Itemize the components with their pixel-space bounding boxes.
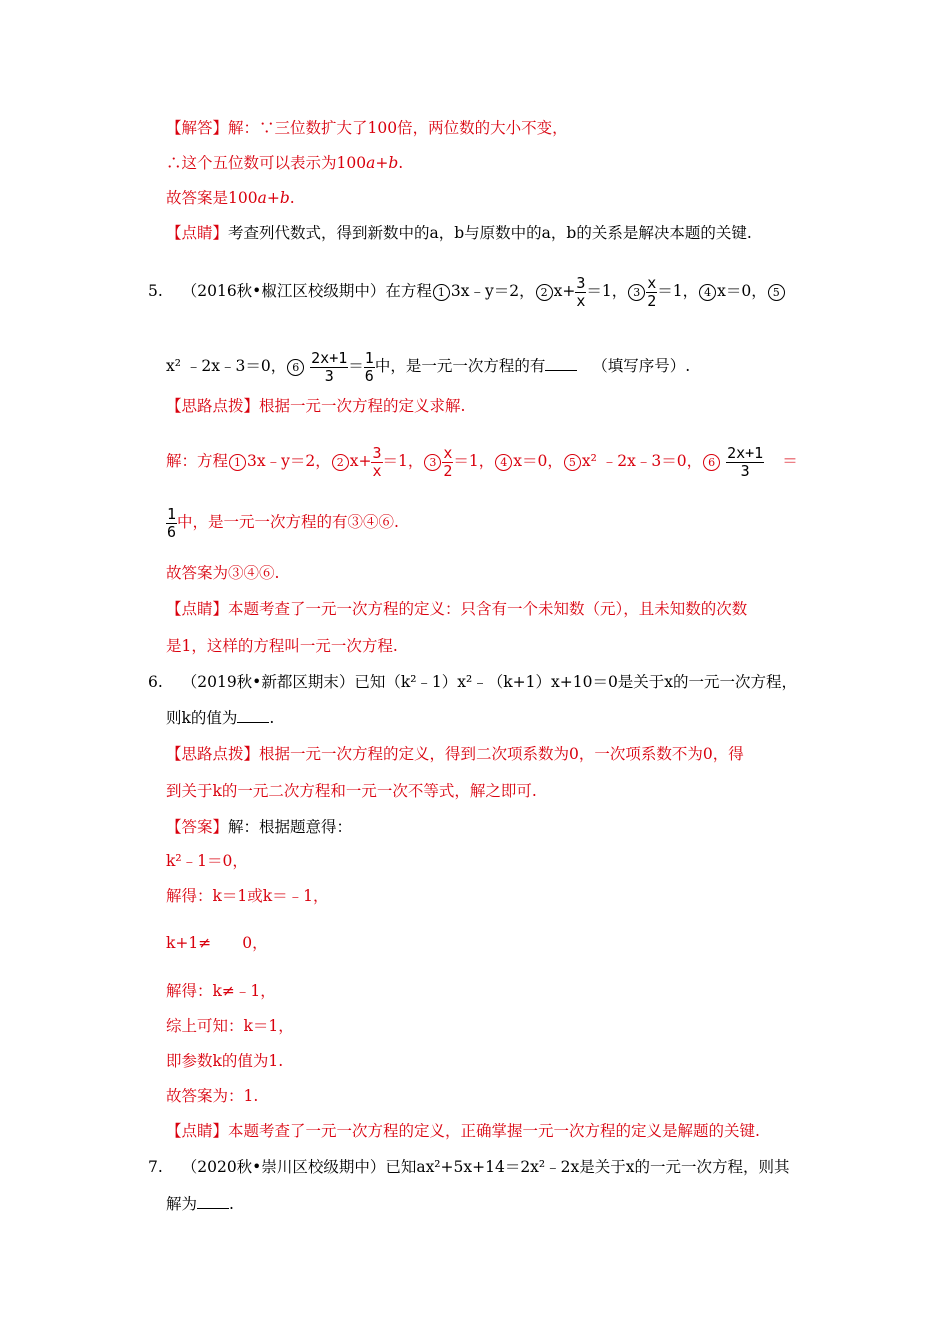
circle-number: 2 xyxy=(332,454,349,471)
circle-number: 5 xyxy=(768,284,785,301)
question-source: （2016秋•椒江区校级期中） xyxy=(181,282,386,300)
q5-stem-line-1 xyxy=(148,272,786,310)
q5-eq1: 3x﹣y＝2， xyxy=(450,282,535,300)
q5-eq6-num2: 1 xyxy=(364,348,374,367)
q6-hint-1: 根据一元一次方程的定义，得到二次项系数为0，一次项系数不为0，得 xyxy=(259,745,744,763)
circle-number: 3 xyxy=(628,284,645,301)
q5-eq2-pre: x+ xyxy=(553,282,576,300)
q4-answer-line-2 xyxy=(166,153,403,173)
q5-eq2-num: 3 xyxy=(576,273,586,292)
hint-tag: 【思路点拨】 xyxy=(166,397,260,415)
fraction xyxy=(364,350,375,385)
q5-eq6-den2: 6 xyxy=(364,366,374,385)
q5-comment-2-text: 是1，这样的方程叫一元一次方程. xyxy=(166,637,398,655)
q6-ans-4: k+1≠ 0， xyxy=(166,934,268,952)
q5-sol-eq3-num: x xyxy=(443,443,453,462)
q5-eq6-num: 2x+1 xyxy=(311,348,348,367)
q5-eq6-equals: ＝ xyxy=(348,357,364,375)
q7-stem-2-post: . xyxy=(229,1195,234,1213)
comment-tag: 【点睛】 xyxy=(166,224,229,242)
q6-stem-2-post: . xyxy=(269,709,275,727)
fraction xyxy=(575,275,586,310)
q6-ans-8: 故答案为：1. xyxy=(166,1087,259,1105)
q6-ans-line-2 xyxy=(166,851,248,871)
q7-stem-1: 已知ax²+5x+14＝2x²﹣2x是关于x的一元一次方程，则其 xyxy=(385,1158,790,1176)
fraction xyxy=(166,506,177,541)
q6-ans-1: 解：根据题意得： xyxy=(228,818,353,836)
circle-number: 4 xyxy=(495,454,512,471)
q5-sol-pre: 解：方程 xyxy=(166,452,229,470)
circle-number: 5 xyxy=(564,454,581,471)
circle-number: 2 xyxy=(536,284,553,301)
q5-eq3-num: x xyxy=(647,273,657,292)
q4-final-text: 故答案是100 xyxy=(166,189,258,207)
q4-line2-text: ∴这个五位数可以表示为100 xyxy=(166,154,367,172)
q6-ans-3: 解得：k＝1或k＝﹣1， xyxy=(166,887,329,905)
q5-sol-eq6-num2: 1 xyxy=(167,504,177,523)
q7-stem-line-1 xyxy=(148,1157,790,1177)
q5-eq2-post: ＝1， xyxy=(586,282,628,300)
fraction xyxy=(310,350,348,385)
q5-sol-eq2-den: x xyxy=(372,461,382,480)
q5-sol-end: 中，是一元一次方程的有③④⑥. xyxy=(177,513,399,531)
circle-number: 3 xyxy=(424,454,441,471)
q6-stem-line-1 xyxy=(148,672,797,692)
answer-blank[interactable] xyxy=(545,356,577,371)
fraction xyxy=(726,445,764,480)
q5-solution-line-1 xyxy=(166,442,798,480)
question-number: 6. xyxy=(148,673,163,691)
q4-comment xyxy=(166,223,752,243)
q5-comment-2 xyxy=(166,636,398,656)
q4-final-end: . xyxy=(289,189,295,207)
answer-tag: 【答案】 xyxy=(166,818,229,836)
q6-stem-line-2 xyxy=(166,708,274,728)
question-number: 7. xyxy=(148,1158,163,1176)
q5-hint-text: 根据一元一次方程的定义求解. xyxy=(259,397,466,415)
q6-comment xyxy=(166,1121,760,1141)
q5-stem-b: 中，是一元一次方程的有 xyxy=(374,357,546,375)
q6-answer xyxy=(166,817,352,837)
question-number: 5. xyxy=(148,282,163,300)
circle-number: 6 xyxy=(287,359,304,376)
q5-solution-line-2 xyxy=(166,502,399,542)
q4-line2-var: a+b xyxy=(366,154,399,172)
q6-ans-7: 即参数k的值为1. xyxy=(166,1052,284,1070)
q5-comment-1: 本题考查了一元一次方程的定义：只含有一个未知数（元），且未知数的次数 xyxy=(228,600,748,618)
q4-line2-end: . xyxy=(398,154,404,172)
q5-eq5: x² ﹣2x﹣3＝0， xyxy=(166,357,287,375)
q6-ans-line-5 xyxy=(166,981,276,1001)
q7-stem-line-2 xyxy=(166,1194,234,1214)
q5-eq3-den: 2 xyxy=(647,291,657,310)
q5-comment xyxy=(166,599,747,619)
hint-tag: 【思路点拨】 xyxy=(166,745,260,763)
q5-sol-eq6-num: 2x+1 xyxy=(727,443,764,462)
fraction xyxy=(371,445,382,480)
q5-sol-eq5: x² ﹣2x﹣3＝0， xyxy=(581,452,703,470)
q5-sol-eq6-den2: 6 xyxy=(167,522,177,541)
q5-sol-eq6-equals: ＝ xyxy=(782,452,798,470)
q6-stem-1: 已知（k²﹣1）x²﹣（k+1）x+10＝0是关于x的一元一次方程， xyxy=(354,673,798,691)
q4-final xyxy=(166,188,295,208)
q6-hint xyxy=(166,744,744,764)
q5-sol-eq3-post: ＝1， xyxy=(453,452,495,470)
comment-tag: 【点睛】 xyxy=(166,1122,229,1140)
q5-eq6-den: 3 xyxy=(310,367,348,385)
q5-stem-line-2 xyxy=(166,346,690,386)
q5-sol-eq2-post: ＝1， xyxy=(382,452,424,470)
q5-stem-text: 在方程 xyxy=(385,282,432,300)
q6-ans-2: k²﹣1＝0， xyxy=(166,852,248,870)
q4-final-var: a+b xyxy=(257,189,290,207)
q4-answer-line xyxy=(166,118,568,138)
answer-tag: 【解答】 xyxy=(166,119,229,137)
q5-sol-eq4: x＝0， xyxy=(513,452,563,470)
q6-ans-5: 解得：k≠﹣1， xyxy=(166,982,276,1000)
q5-sol-eq2-num: 3 xyxy=(372,443,382,462)
circle-number: 4 xyxy=(699,284,716,301)
circle-number: 6 xyxy=(703,454,720,471)
q5-sol-eq1: 3x﹣y＝2， xyxy=(247,452,331,470)
circle-number: 1 xyxy=(229,454,246,471)
fraction xyxy=(442,445,453,480)
q6-comment-text: 本题考查了一元一次方程的定义，正确掌握一元一次方程的定义是解题的关键. xyxy=(228,1122,760,1140)
question-source: （2019秋•新都区期末） xyxy=(181,673,355,691)
q6-hint-2-text: 到关于k的一元二次方程和一元一次不等式，解之即可. xyxy=(166,782,537,800)
q5-final xyxy=(166,563,279,583)
circle-number: 1 xyxy=(433,284,450,301)
q6-ans-line-8 xyxy=(166,1086,258,1106)
answer-blank[interactable] xyxy=(197,1194,229,1209)
comment-tag: 【点睛】 xyxy=(166,600,229,618)
q6-stem-2-pre: 则k的值为 xyxy=(166,709,238,727)
q5-final-text: 故答案为③④⑥. xyxy=(166,564,280,582)
q5-sol-eq3-den: 2 xyxy=(443,461,453,480)
question-source: （2020秋•崇川区校级期中） xyxy=(181,1158,386,1176)
q5-sol-eq2-pre: x+ xyxy=(349,452,372,470)
q5-hint xyxy=(166,396,465,416)
q4-answer-text: 解：∵三位数扩大了100倍，两位数的大小不变， xyxy=(228,119,568,137)
q5-sol-eq6-den: 3 xyxy=(726,462,764,480)
q4-comment-text: 考查列代数式，得到新数中的a，b与原数中的a，b的关系是解决本题的关键. xyxy=(228,224,752,242)
q6-ans-line-7 xyxy=(166,1051,283,1071)
q6-ans-line-4 xyxy=(166,933,268,953)
q6-ans-line-6 xyxy=(166,1016,294,1036)
q5-eq2-den: x xyxy=(576,291,586,310)
q6-ans-6: 综上可知：k＝1， xyxy=(166,1017,294,1035)
fraction xyxy=(646,275,657,310)
q6-hint-2 xyxy=(166,781,537,801)
q7-stem-2-pre: 解为 xyxy=(166,1195,198,1213)
q5-eq4: x＝0， xyxy=(717,282,767,300)
q6-ans-line-3 xyxy=(166,886,329,906)
answer-blank[interactable] xyxy=(237,708,269,723)
q5-eq3-post: ＝1， xyxy=(657,282,699,300)
q5-stem-c: （填写序号）. xyxy=(592,357,691,375)
